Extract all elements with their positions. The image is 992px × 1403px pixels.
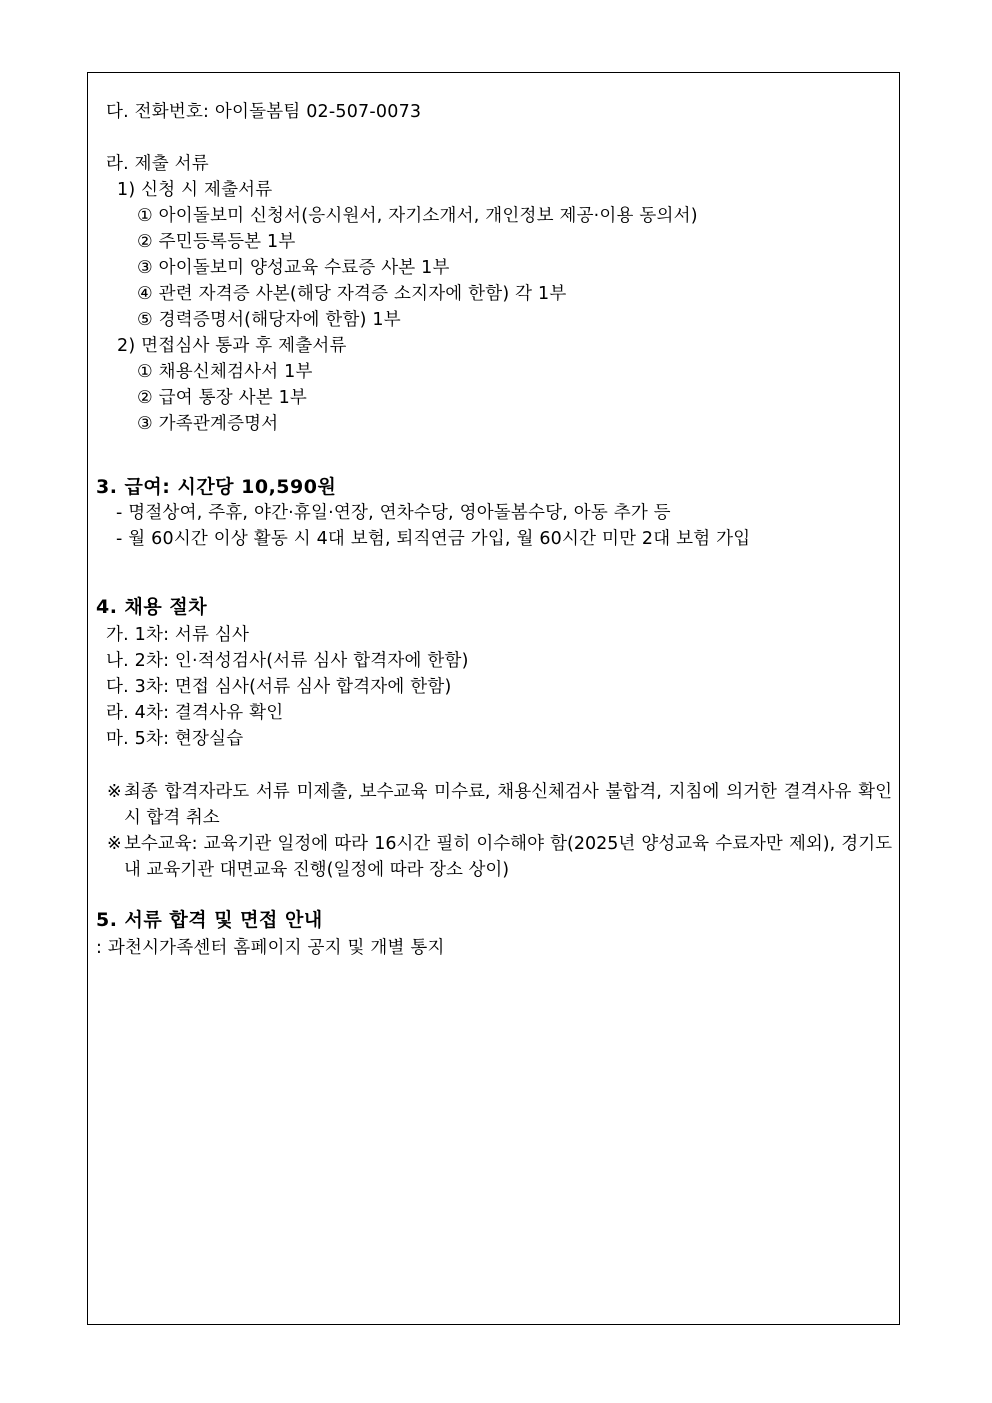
note-text: 보수교육: 교육기관 일정에 따라 16시간 필히 이수해야 함(2025년 양성교육 수료자만 제외), 경기도 내 교육기관 대면교육 진행(일정에 따라 장소 상이) bbox=[124, 834, 892, 880]
note-refresher-training bbox=[107, 831, 892, 883]
salary-bullet: - 월 60시간 이상 활동 시 4대 보험, 퇴직연금 가입, 월 60시간 미만 2대 보험 가입 bbox=[116, 529, 751, 549]
documents-group-2-title: 2) 면접심사 통과 후 제출서류 bbox=[117, 336, 347, 356]
process-step: 다. 3차: 면접 심사(서류 심사 합격자에 한함) bbox=[106, 677, 452, 697]
list-item: ③ 가족관계증명서 bbox=[137, 414, 279, 434]
list-item: ③ 아이돌보미 양성교육 수료증 사본 1부 bbox=[137, 258, 450, 278]
reference-mark: ※ bbox=[107, 834, 122, 854]
list-item: ④ 관련 자격증 사본(해당 자격증 소지자에 한함) 각 1부 bbox=[137, 284, 567, 304]
documents-group-1-title: 1) 신청 시 제출서류 bbox=[117, 180, 273, 200]
salary-heading: 3. 급여: 시간당 10,590원 bbox=[96, 476, 337, 498]
note-disqualification bbox=[107, 779, 892, 831]
list-item: ② 주민등록등본 1부 bbox=[137, 232, 296, 252]
salary-bullet: - 명절상여, 주휴, 야간·휴일·연장, 연차수당, 영아돌봄수당, 아동 추가 등 bbox=[116, 503, 671, 523]
process-step: 라. 4차: 결격사유 확인 bbox=[106, 703, 284, 723]
list-item: ① 아이돌보미 신청서(응시원서, 자기소개서, 개인정보 제공·이용 동의서) bbox=[137, 206, 698, 226]
reference-mark: ※ bbox=[107, 782, 122, 802]
list-item: ① 채용신체검사서 1부 bbox=[137, 362, 313, 382]
phone-number-line: 다. 전화번호: 아이돌봄팀 02-507-0073 bbox=[106, 102, 422, 122]
results-notice-body: : 과천시가족센터 홈페이지 공지 및 개별 통지 bbox=[96, 938, 445, 958]
documents-title: 라. 제출 서류 bbox=[106, 154, 209, 174]
results-notice-heading: 5. 서류 합격 및 면접 안내 bbox=[96, 909, 323, 931]
process-step: 나. 2차: 인·적성검사(서류 심사 합격자에 한함) bbox=[106, 651, 469, 671]
hiring-process-heading: 4. 채용 절차 bbox=[96, 596, 208, 618]
list-item: ② 급여 통장 사본 1부 bbox=[137, 388, 308, 408]
process-step: 가. 1차: 서류 심사 bbox=[106, 625, 250, 645]
note-text: 최종 합격자라도 서류 미제출, 보수교육 미수료, 채용신체검사 불합격, 지침에 의거한 결격사유 확인 시 합격 취소 bbox=[124, 782, 892, 828]
process-step: 마. 5차: 현장실습 bbox=[106, 729, 244, 749]
list-item: ⑤ 경력증명서(해당자에 한함) 1부 bbox=[137, 310, 401, 330]
